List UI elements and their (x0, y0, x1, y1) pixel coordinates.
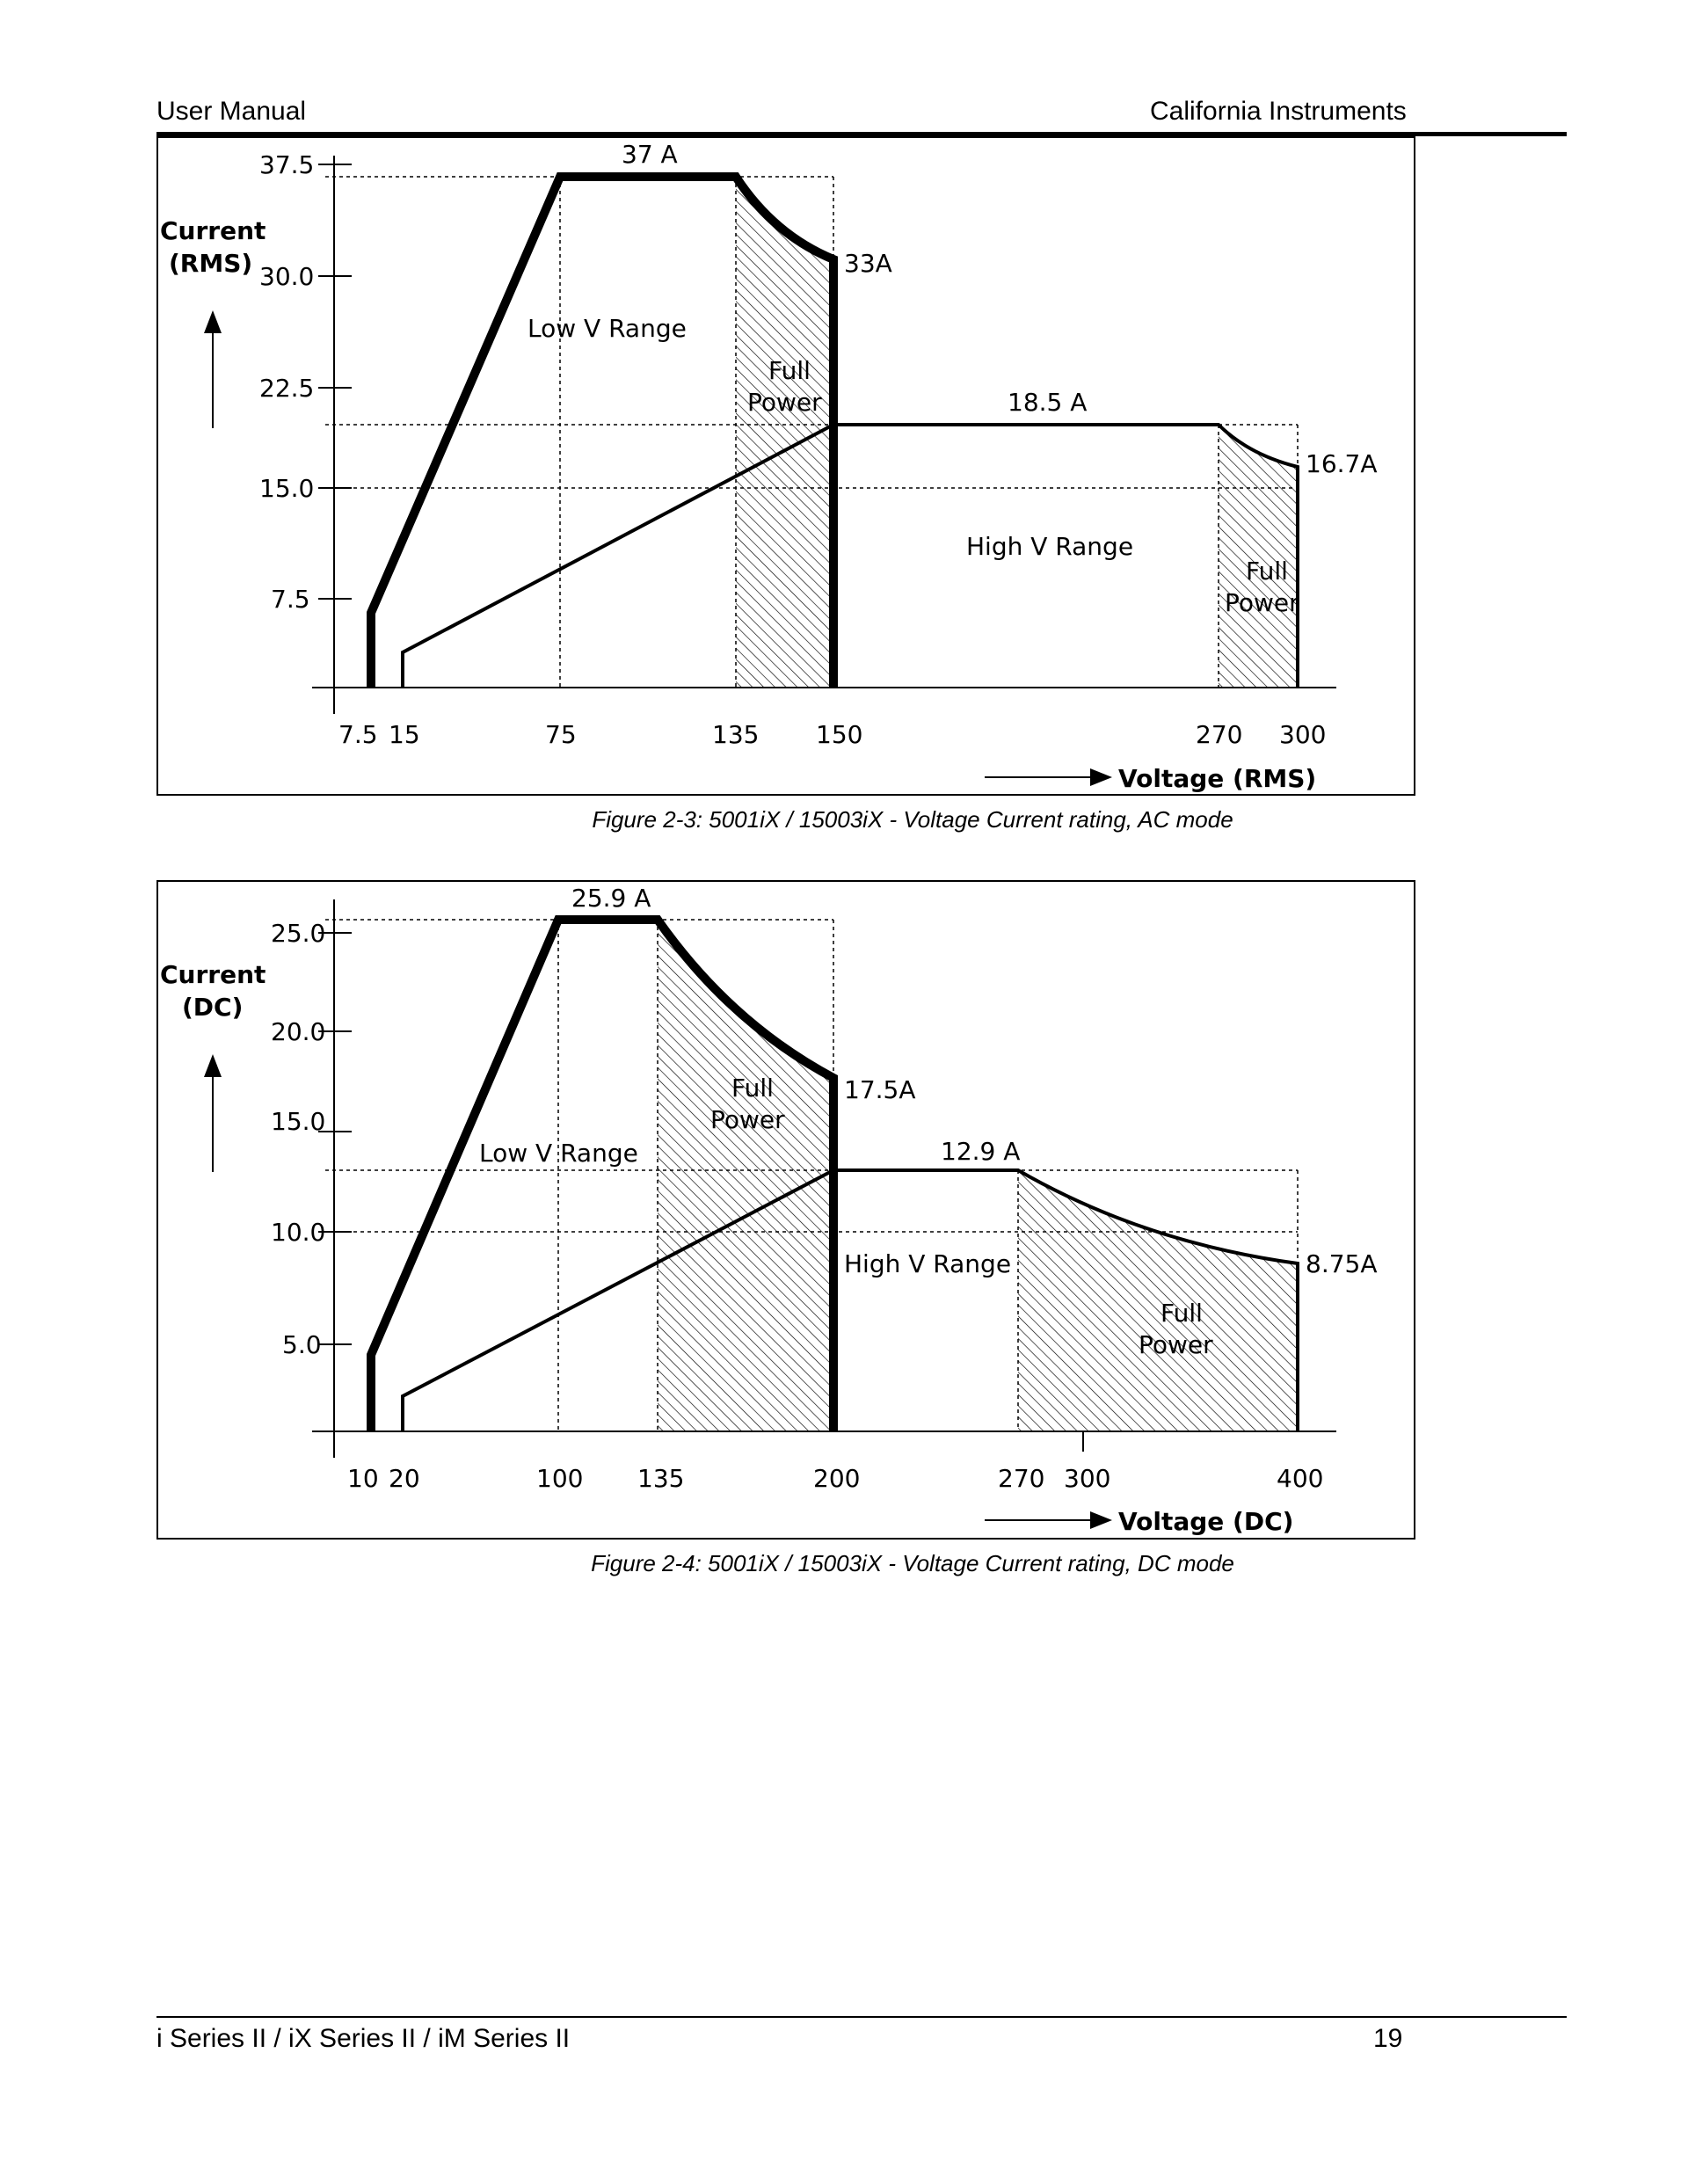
x-tick-label: 200 (813, 1464, 861, 1493)
end-low-label: 33A (844, 249, 892, 278)
y-axis-label: Current (160, 960, 266, 989)
y-axis-label: Current (160, 216, 266, 245)
y-tick-label: 37.5 (259, 150, 315, 179)
x-tick-label: 7.5 (338, 720, 378, 749)
peak-low-label: 25.9 A (571, 884, 651, 913)
y-axis-label: (RMS) (169, 249, 253, 278)
page-number: 19 (1373, 2024, 1403, 2053)
figure-ac-caption: Figure 2-3: 5001iX / 15003iX - Voltage Current rating, AC mode (592, 806, 1233, 833)
footer-left: i Series II / iX Series II / iM Series II (156, 2024, 571, 2053)
y-axis-label: (DC) (182, 993, 244, 1022)
header-left: User Manual (156, 97, 307, 126)
end-low-label: 17.5A (844, 1075, 916, 1104)
x-tick-label: 270 (998, 1464, 1045, 1493)
y-tick-label: 22.5 (259, 374, 315, 403)
x-axis-arrowhead (1090, 768, 1112, 786)
y-tick-label: 15.0 (259, 474, 315, 503)
x-axis-label: Voltage (DC) (1118, 1507, 1294, 1536)
x-tick-label: 10 (347, 1464, 379, 1493)
full-power-label: Power (1225, 588, 1299, 617)
y-tick-label: 15.0 (271, 1107, 326, 1136)
full-power-region-high (1018, 1170, 1298, 1431)
x-tick-label: 135 (712, 720, 760, 749)
figure-dc-caption: Figure 2-4: 5001iX / 15003iX - Voltage Current rating, DC mode (591, 1550, 1234, 1576)
x-tick-label: 300 (1064, 1464, 1111, 1493)
peak-high-label: 18.5 A (1008, 388, 1088, 417)
footer-rule (156, 2016, 1567, 2018)
full-power-label: Full (768, 356, 811, 385)
y-axis-arrowhead (204, 1054, 222, 1077)
end-high-label: 16.7A (1306, 449, 1378, 478)
full-power-label: Full (1160, 1299, 1203, 1328)
figure-dc-chart (158, 882, 1417, 1541)
x-axis-label: Voltage (RMS) (1118, 764, 1317, 793)
low-range-label: Low V Range (479, 1139, 638, 1168)
peak-low-label: 37 A (622, 140, 678, 169)
x-axis-arrowhead (1090, 1511, 1112, 1529)
x-tick-label: 75 (545, 720, 577, 749)
high-range-label: High V Range (966, 532, 1134, 561)
figure-dc-box (156, 880, 1415, 1540)
x-tick-label: 135 (637, 1464, 685, 1493)
y-tick-label: 5.0 (282, 1330, 322, 1359)
x-tick-label: 270 (1196, 720, 1243, 749)
full-power-label: Power (747, 388, 822, 417)
low-range-label: Low V Range (528, 314, 687, 343)
y-tick-label: 10.0 (271, 1218, 326, 1247)
x-tick-label: 15 (389, 720, 420, 749)
x-tick-label: 300 (1279, 720, 1327, 749)
x-tick-label: 400 (1277, 1464, 1324, 1493)
full-power-label: Full (1246, 557, 1288, 586)
high-range-curve (403, 425, 1298, 688)
figure-ac-chart (158, 138, 1417, 797)
y-axis-arrowhead (204, 310, 222, 333)
x-tick-label: 150 (816, 720, 863, 749)
peak-high-label: 12.9 A (941, 1137, 1021, 1166)
header-right: California Instruments (1150, 97, 1407, 126)
figure-ac-box (156, 136, 1415, 796)
full-power-label: Power (1139, 1330, 1213, 1359)
full-power-region-low (658, 920, 833, 1431)
full-power-label: Power (710, 1105, 785, 1134)
x-tick-label: 100 (536, 1464, 584, 1493)
y-tick-label: 20.0 (271, 1017, 326, 1046)
end-high-label: 8.75A (1306, 1249, 1378, 1278)
full-power-label: Full (731, 1074, 774, 1103)
y-tick-label: 7.5 (271, 585, 310, 614)
y-tick-label: 30.0 (259, 262, 315, 291)
y-tick-label: 25.0 (271, 919, 326, 948)
high-range-label: High V Range (844, 1249, 1012, 1278)
x-tick-label: 20 (389, 1464, 420, 1493)
